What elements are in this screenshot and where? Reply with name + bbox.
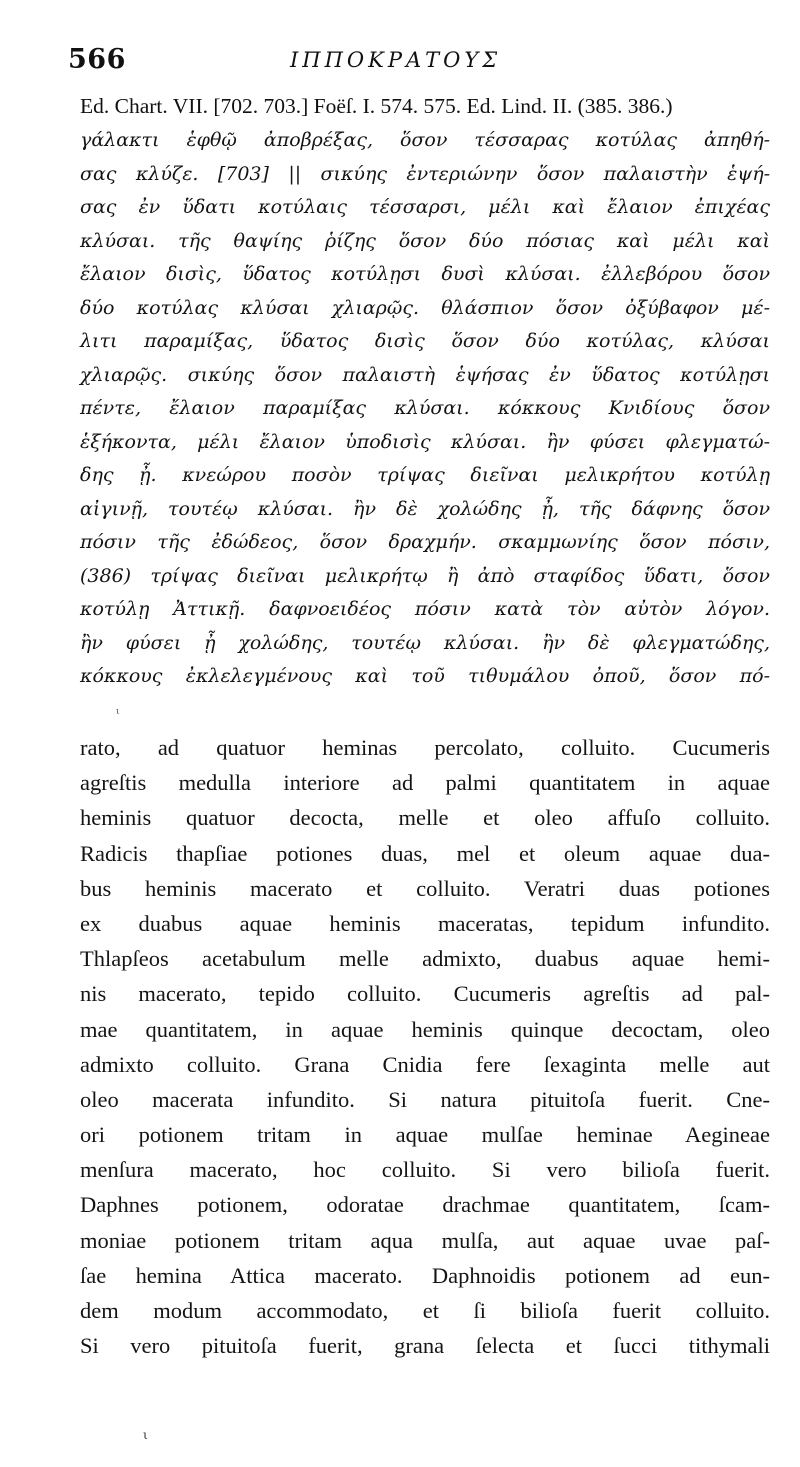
greek-text-line: σας κλύζε. [703] || σικύης ἐντεριώνην ὅσον παλαιστὴν ἑψή- xyxy=(80,162,770,185)
greek-text-line: πέντε, ἔλαιον παραμίξας κλύσαι. κόκκους Κνιδίους ὅσον xyxy=(80,397,770,419)
latin-text-line: heminis quatuor decocta, melle et oleo affuſo colluito. xyxy=(80,805,770,831)
latin-text-line: Radicis thapſiae potiones duas, mel et oleum aquae dua- xyxy=(80,840,770,866)
greek-text-line: γάλακτι ἑφθῷ ἀποβρέξας, ὅσον τέσσαρας κοτύλας ἀπηθή- xyxy=(80,129,770,151)
latin-text-line: dem modum accommodato, et ſi bilioſa fuerit colluito. xyxy=(80,1298,770,1323)
latin-text-line: moniae potionem tritam aqua mulſa, aut aquae uvae paſ- xyxy=(80,1227,770,1253)
latin-text-line: Daphnes potionem, odoratae drachmae quantitatem, ſcam- xyxy=(80,1192,770,1218)
greek-text-line: (386) τρίψας διεῖναι μελικρήτῳ ἢ ἀπὸ σταφίδος ὕδατι, ὅσον xyxy=(80,564,770,587)
latin-text-line: ex duabus aquae heminis maceratas, tepidum infundito. xyxy=(80,910,770,936)
greek-text-line: σας ἐν ὕδατι κοτύλαις τέσσαρσι, μέλι καὶ ἔλαιον ἐπιχέας xyxy=(80,196,770,218)
latin-text-line: Si vero pituitoſa fuerit, grana ſelecta et ſucci tithymali xyxy=(80,1333,770,1359)
latin-text-line: ori potionem tritam in aquae mulſae heminae Aegineae xyxy=(80,1122,770,1148)
greek-text-line: ἑξήκοντα, μέλι ἔλαιον ὑποδισὶς κλύσαι. ἢν φύσει φλεγματώ- xyxy=(80,430,770,453)
greek-text-line: κλύσαι. τῆς θαψίης ῥίζης ὅσον δύο πόσιας καὶ μέλι καὶ xyxy=(80,229,770,252)
greek-text-line: δύο κοτύλας κλύσαι χλιαρῷς. θλάσπιον ὅσον ὀξύβαφον μέ- xyxy=(80,296,770,319)
latin-text-line: mae quantitatem, in aquae heminis quinque decoctam, oleo xyxy=(80,1016,770,1042)
greek-text-line: ἔλαιον δισὶς, ὕδατος κοτύλῃσι δυσὶ κλύσαι. ἐλλεβόρου ὅσον xyxy=(80,263,770,285)
greek-text-line: αἰγινῇ, τουτέῳ κλύσαι. ἢν δὲ χολώδης ᾖ, τῆς δάφνης ὅσον xyxy=(80,497,770,520)
latin-text-line: agreſtis medulla interiore ad palmi quantitatem in aquae xyxy=(80,770,770,796)
edition-reference: Ed. Chart. VII. [702. 703.] Foëſ. I. 574. 575. Ed. Lind. II. (385. 386.) xyxy=(80,94,673,118)
page-header xyxy=(68,44,758,86)
page-number: 566 xyxy=(68,44,126,75)
latin-text-block xyxy=(80,730,770,1363)
latin-text-line: menſura macerato, hoc colluito. Si vero bilioſa fuerit. xyxy=(80,1157,770,1183)
latin-text-line: nis macerato, tepido colluito. Cucumeris agreſtis ad pal- xyxy=(80,981,770,1007)
latin-text-line: admixto colluito. Grana Cnidia fere ſexaginta melle aut xyxy=(80,1051,770,1077)
latin-text-line: ſae hemina Attica macerato. Daphnoidis potionem ad eun- xyxy=(80,1262,770,1288)
latin-text-line: bus heminis macerato et colluito. Veratri duas potiones xyxy=(80,875,770,901)
print-mark: ι xyxy=(143,1428,148,1442)
greek-text-line: λιτι παραμίξας, ὕδατος δισὶς ὅσον δύο κοτύλας, κλύσαι xyxy=(80,330,770,352)
latin-text-line: rato, ad quatuor heminas percolato, colluito. Cucumeris xyxy=(80,735,770,760)
greek-text-line: δης ᾖ. κνεώρου ποσὸν τρίψας διεῖναι μελικρήτου κοτύλῃ xyxy=(80,464,770,486)
greek-text-line: χλιαρῷς. σικύης ὅσον παλαιστὴ ἑψήσας ἐν ὕδατος κοτύλῃσι xyxy=(80,363,770,386)
running-title: ΙΠΠΟΚΡΑΤΟΥΣ xyxy=(290,48,502,72)
greek-text-line: κόκκους ἐκλελεγμένους καὶ τοῦ τιθυμάλου ὀποῦ, ὅσον πό- xyxy=(80,665,770,687)
greek-text-line: πόσιν τῆς ἐδώδεος, ὅσον δραχμήν. σκαμμωνίης ὅσον πόσιν, xyxy=(80,531,770,553)
greek-text-line: κοτύλῃ Ἀττικῇ. δαφνοειδέος πόσιν κατὰ τὸν αὐτὸν λόγον. xyxy=(80,598,770,620)
greek-text-block xyxy=(80,124,770,694)
greek-text-line: ἢν φύσει ᾖ χολώδης, τουτέῳ κλύσαι. ἢν δὲ φλεγματώδης, xyxy=(80,631,770,654)
latin-text-line: oleo macerata infundito. Si natura pituitoſa fuerit. Cne- xyxy=(80,1086,770,1112)
latin-text-line: Thlapſeos acetabulum melle admixto, duabus aquae hemi- xyxy=(80,946,770,972)
print-mark: ι xyxy=(116,707,120,717)
